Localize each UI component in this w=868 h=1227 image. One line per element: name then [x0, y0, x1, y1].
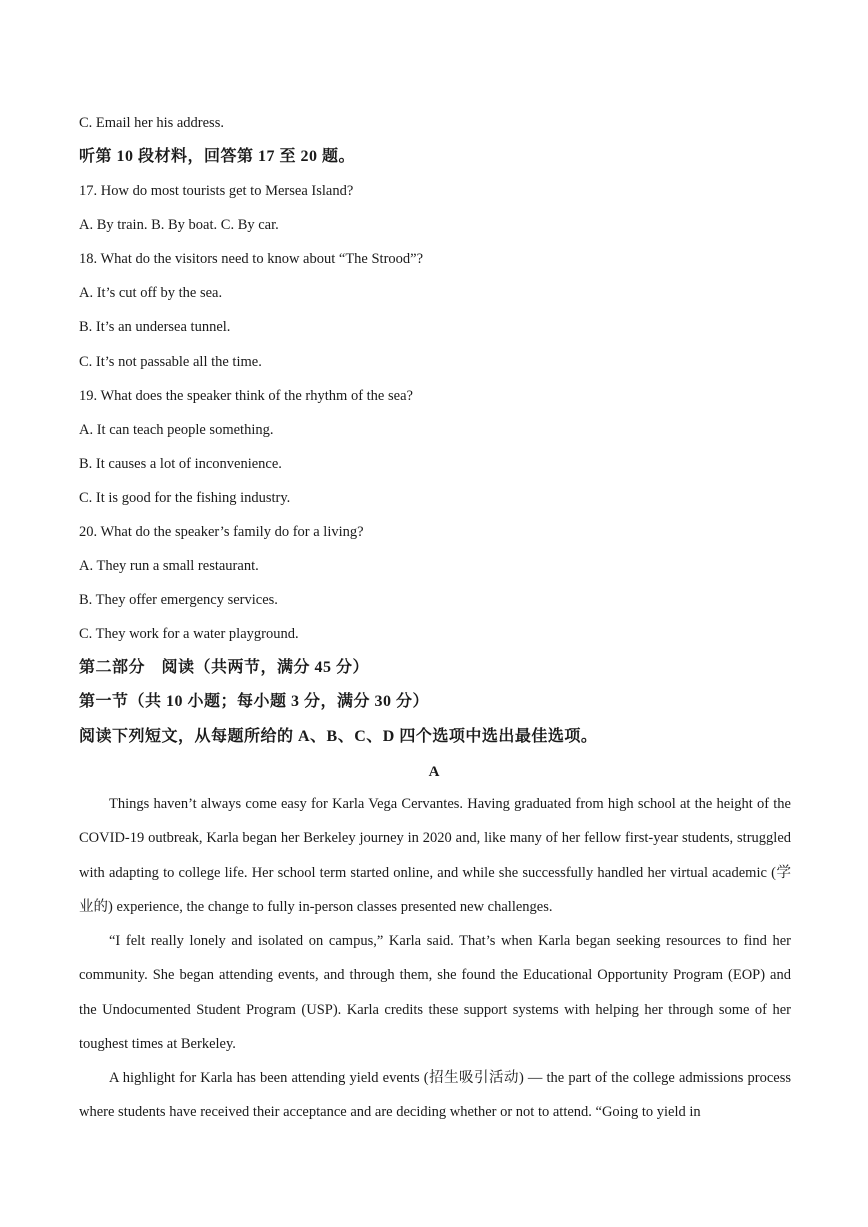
question-19-option-b: B. It causes a lot of inconvenience.	[79, 456, 282, 472]
question-20-option-a: A. They run a small restaurant.	[79, 558, 259, 574]
question-20-option-c: C. They work for a water playground.	[79, 626, 299, 642]
question-19-option-a: A. It can teach people something.	[79, 422, 274, 438]
question-16-option-c: C. Email her his address.	[79, 115, 224, 131]
reading-section-title: 第一节（共 10 小题；每小题 3 分，满分 30 分）	[79, 693, 430, 710]
question-18-option-b: B. It’s an undersea tunnel.	[79, 319, 231, 335]
reading-instructions: 阅读下列短文，从每题所给的 A、B、C、D 四个选项中选出最佳选项。	[79, 728, 598, 745]
passage-paragraph: A highlight for Karla has been attending yield events (招生吸引活动) — the part of the college admissions process where students have received their acceptance and are deciding whether or not to attend. “Going to yield in	[79, 1070, 791, 1121]
question-18-stem: 18. What do the visitors need to know about “The Strood”?	[79, 251, 424, 267]
question-20-stem: 20. What do the speaker’s family do for a living?	[79, 524, 364, 540]
question-19-option-c: C. It is good for the fishing industry.	[79, 490, 291, 506]
passage-paragraph: Things haven’t always come easy for Karla Vega Cervantes. Having graduated from high school at the height of the COVID-19 outbreak, Karla began her Berkeley journey in 2020 and, like many of her fellow first-year students, struggled with adapting to college life. Her school term started online, and while she successfully handled her virtual academic (学业的) experience, the change to fully in-person classes presented new challenges.	[79, 796, 791, 915]
question-17-stem: 17. How do most tourists get to Mersea Island?	[79, 183, 354, 199]
question-18-option-c: C. It’s not passable all the time.	[79, 354, 262, 370]
passage-label: A	[428, 764, 440, 780]
question-19-stem: 19. What does the speaker think of the rhythm of the sea?	[79, 388, 413, 404]
question-20-option-b: B. They offer emergency services.	[79, 592, 278, 608]
reading-part-title: 第二部分 阅读（共两节，满分 45 分）	[79, 659, 370, 676]
listening-section-10-header: 听第 10 段材料，回答第 17 至 20 题。	[79, 148, 356, 165]
passage-paragraph: “I felt really lonely and isolated on campus,” Karla said. That’s when Karla began seeking resources to find her community. She began attending events, and through them, she found the Educational Opportunity Program (EOP) and the Undocumented Student Program (USP). Karla credits these support systems with helping her through some of her toughest times at Berkeley.	[79, 933, 791, 1052]
question-18-option-a: A. It’s cut off by the sea.	[79, 285, 223, 301]
question-17-options: A. By train. B. By boat. C. By car.	[79, 217, 279, 233]
